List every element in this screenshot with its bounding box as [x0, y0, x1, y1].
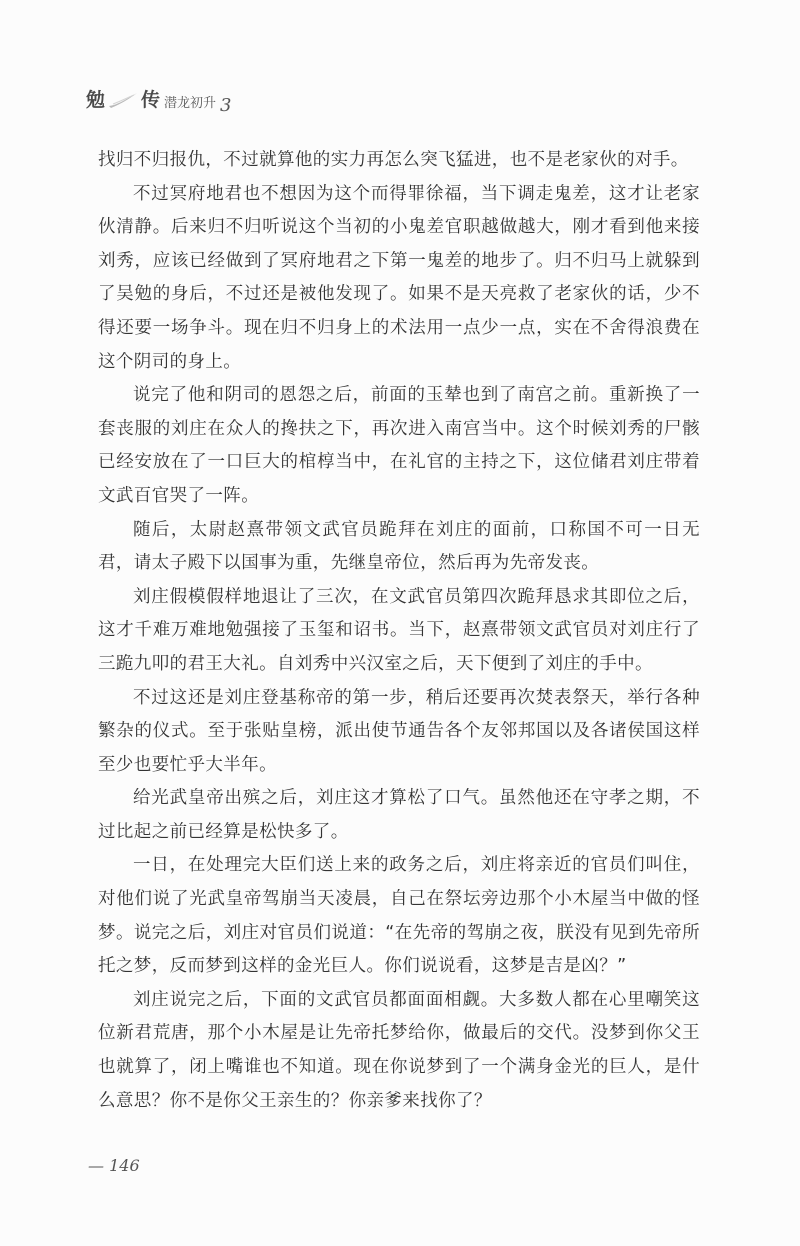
running-head-char-1: 勉 — [86, 89, 106, 111]
body-text — [98, 144, 700, 1118]
paragraph: 一日，在处理完大臣们送上来的政务之后，刘庄将亲近的官员们叫住，对他们说了光武皇帝驾崩当天凌晨，自己在祭坛旁边那个小木屋当中做的怪梦。说完之后，刘庄对官员们说道：“在先帝的驾崩之夜，朕没有见到先帝所托之梦，反而梦到这样的金光巨人。你们说说看，这梦是吉是凶？” — [98, 855, 700, 977]
running-head-volume: 3 — [220, 95, 232, 116]
paragraph: 找归不归报仇，不过就算他的实力再怎么突飞猛进，也不是老家伙的对手。 — [98, 150, 689, 170]
paragraph: 不过冥府地君也不想因为这个而得罪徐福，当下调走鬼差，这才让老家伙清静。后来归不归听说这个当初的小鬼差官职越做越大，刚才看到他来接刘秀，应该已经做到了冥府地君之下第一鬼差的地步了。归不归马上就躲到了吴勉的身后，不过还是被他发现了。如果不是天亮救了老家伙的话，少不得还要一场争斗。现在归不归身上的术法用一点少一点，实在不舍得浪费在这个阴司的身上。 — [98, 183, 700, 372]
paragraph: 给光武皇帝出殡之后，刘庄这才算松了口气。虽然他还在守孝之期，不过比起之前已经算是松快多了。 — [98, 788, 700, 842]
running-head-subtitle: 潜龙初升 — [164, 96, 217, 111]
paragraph: 不过这还是刘庄登基称帝的第一步，稍后还要再次焚表祭天，举行各种繁杂的仪式。至于张贴皇榜，派出使节通告各个友邻邦国以及各诸侯国这样至少也要忙乎大半年。 — [98, 687, 700, 775]
page-number: — 146 — [88, 1156, 140, 1175]
paragraph: 随后，太尉赵熹带领文武官员跪拜在刘庄的面前，口称国不可一日无君，请太子殿下以国事为重，先继皇帝位，然后再为先帝发丧。 — [98, 519, 700, 574]
brush-swoosh-icon — [107, 90, 139, 110]
paragraph: 说完了他和阴司的恩怨之后，前面的玉辇也到了南宫之前。重新换了一套丧服的刘庄在众人的搀扶之下，再次进入南宫当中。这个时候刘秀的尸骸已经安放在了一口巨大的棺椁当中，在礼官的主持之下，这位储君刘庄带着文武百官哭了一阵。 — [98, 385, 700, 506]
paragraph: 刘庄说完之后，下面的文武官员都面面相觑。大多数人都在心里嘲笑这位新君荒唐，那个小木屋是让先帝托梦给你，做最后的交代。没梦到你父王也就算了，闭上嘴谁也不知道。现在你说梦到了一个满身金光的巨人，是什么意思？你不是你父王亲生的？你亲爹来找你了？ — [98, 989, 700, 1111]
running-head — [86, 72, 232, 116]
running-head-char-2: 传 — [141, 89, 161, 111]
paragraph: 刘庄假模假样地退让了三次，在文武官员第四次跪拜恳求其即位之后，这才千难万难地勉强接了玉玺和诏书。当下，赵熹带领文武官员对刘庄行了三跪九叩的君王大礼。自刘秀中兴汉室之后，天下便到了刘庄的手中。 — [98, 586, 700, 674]
